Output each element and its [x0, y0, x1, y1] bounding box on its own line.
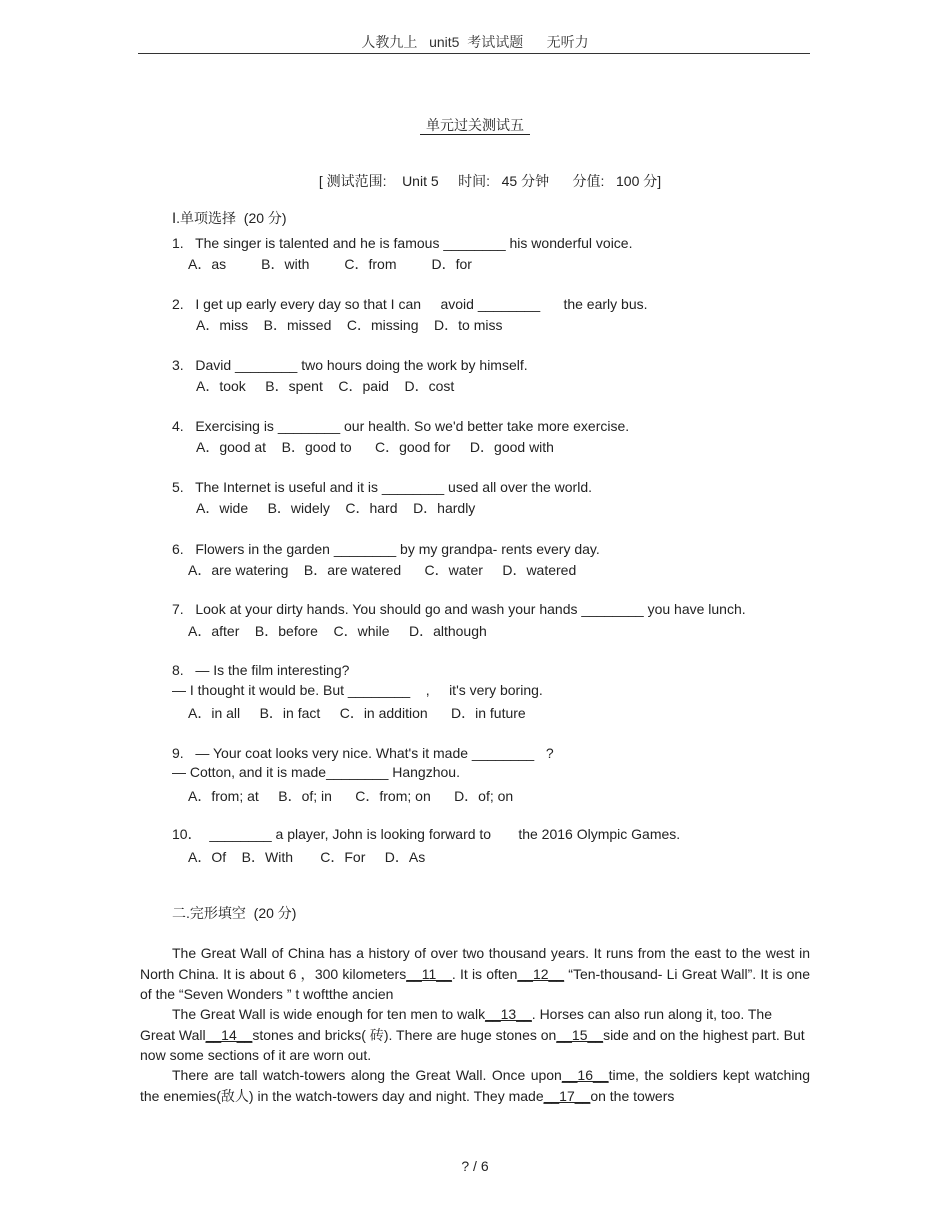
passage-text: The Great Wall is wide enough for ten men to walk	[172, 1006, 486, 1022]
passage-text: t woftthe ancien	[291, 986, 394, 1002]
question-6-options: A．are watering B．are watered C．water D．watered	[188, 562, 577, 578]
section2-heading: 二.完形填空 (20 分)	[172, 905, 297, 921]
question-3-options: A．took B．spent C．paid D．cost	[196, 378, 455, 394]
passage-text: on the towers	[590, 1087, 675, 1104]
passage-text: The Great Wall of China has a history of over two thousand years. It runs from the east to the west in North China. It is about 6 ，300 kilometers	[140, 945, 810, 982]
blank-14: __14__	[205, 1026, 253, 1043]
question-1-options: A．as B．with C．from D．for	[188, 256, 472, 272]
question-9-line2: — Cotton, and it is made________ Hangzhou.	[172, 764, 460, 780]
blank-11: __11__	[406, 965, 452, 982]
passage-text: . Horses can also run along it, too. The Great Wall	[140, 1006, 773, 1043]
question-9-options: A．from; at B．of; in C．from; on D．of; on	[188, 788, 514, 804]
blank-15: __15__	[556, 1026, 604, 1043]
page-title	[0, 116, 950, 134]
blank-13: __13__	[485, 1006, 532, 1022]
page-number: ? / 6	[461, 1158, 489, 1174]
question-3-stem: 3. David ________ two hours doing the work by himself.	[172, 357, 528, 373]
question-5-stem: 5. The Internet is useful and it is ________ used all over the world.	[172, 479, 592, 495]
question-7-stem: 7. Look at your dirty hands. You should go and wash your hands ________ you have lunch.	[172, 601, 746, 617]
question-4-stem: 4. Exercising is ________ our health. So we'd better take more exercise.	[172, 418, 630, 434]
blank-16: __16__	[561, 1067, 609, 1083]
passage-paragraph-2	[140, 1004, 810, 1066]
passage-text: “Ten-thousand- Li Great Wall”. It is one of the “Seven Wonders ”	[140, 965, 810, 1002]
passage-text: time, the soldiers kept watching the enemies(敌人) in the watch-towers day and night. They made	[140, 1067, 811, 1104]
question-10-options: A．Of B．With C．For D．As	[188, 849, 426, 865]
passage-paragraph-3	[140, 1065, 810, 1106]
question-7-options: A．after B．before C．while D．although	[188, 623, 487, 639]
question-8-stem: 8. — Is the film interesting?	[172, 662, 350, 678]
passage-paragraph-1	[140, 943, 810, 1005]
passage-text: stones and bricks( 砖). There are huge stones on	[252, 1026, 557, 1043]
question-2-stem: 2. I get up early every day so that I can avoid ________ the early bus.	[172, 296, 648, 312]
question-8-options: A．in all B．in fact C．in addition D．in future	[188, 705, 526, 721]
question-4-options: A．good at B．good to C．good for D．good with	[196, 439, 554, 455]
question-2-options: A．miss B．missed C．missing D．to miss	[196, 317, 503, 333]
page-header: 人教九上 unit5 考试试题 无听力	[361, 34, 589, 50]
question-10-stem: 10． ________ a player, John is looking forward to the 2016 Olympic Games.	[172, 826, 681, 842]
passage-text: . It is often	[451, 965, 518, 982]
question-9-stem: 9. — Your coat looks very nice. What's it made ________ ?	[172, 745, 554, 761]
passage-text: There are tall watch-towers along the Great Wall. Once upon	[172, 1067, 562, 1083]
question-6-stem: 6. Flowers in the garden ________ by my grandpa- rents every day.	[172, 541, 600, 557]
question-8-line2: — I thought it would be. But ________ , it's very boring.	[172, 682, 543, 698]
title-text: 单元过关测试五	[420, 117, 530, 135]
section1-heading: Ⅰ.单项选择 (20 分)	[172, 210, 287, 226]
passage-text: side and on the highest part. But now some sections of it are worn out.	[140, 1026, 805, 1063]
question-1-stem: 1. The singer is talented and he is famous ________ his wonderful voice.	[172, 235, 633, 251]
blank-17: __17__	[543, 1087, 591, 1104]
header-rule	[138, 53, 810, 54]
question-5-options: A．wide B．widely C．hard D．hardly	[196, 500, 476, 516]
blank-12: __12__	[517, 965, 565, 982]
test-range: [ 测试范围: Unit 5 时间: 45 分钟 分值: 100 分]	[318, 173, 662, 189]
